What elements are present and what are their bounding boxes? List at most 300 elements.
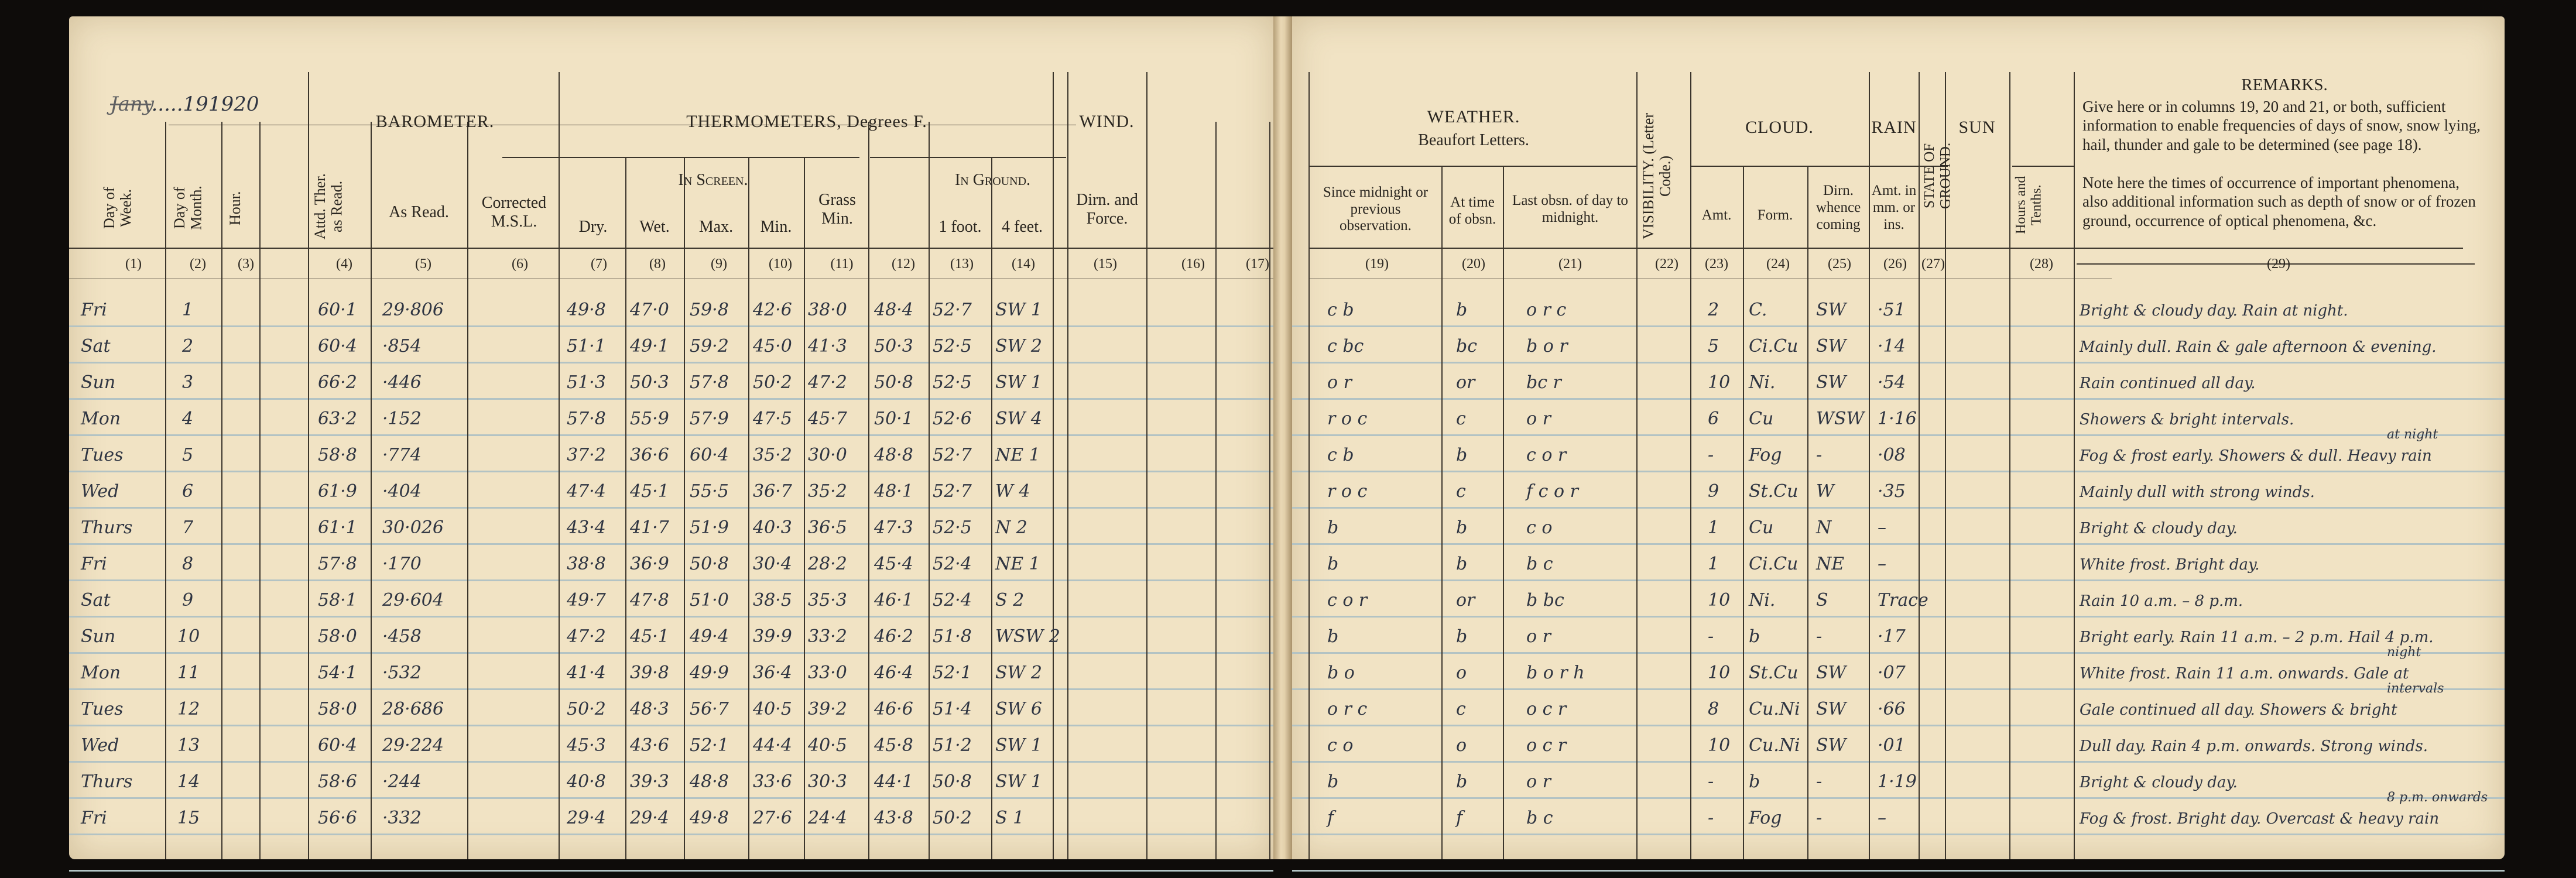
- cloud-heading: CLOUD.: [1745, 117, 1814, 137]
- min-temp: 36·7: [753, 481, 792, 502]
- rain-heading: RAIN: [1871, 117, 1917, 137]
- wind: SW 2: [995, 336, 1043, 356]
- column-number: (1): [125, 256, 142, 272]
- min-temp: 42·6: [753, 300, 792, 320]
- weather-at-time: b: [1456, 445, 1468, 465]
- cloud-form: b: [1749, 771, 1760, 792]
- ruled-line: [69, 507, 1273, 509]
- weather-last-obsn: o c r: [1526, 735, 1567, 756]
- header-bottom-rule-right: [1310, 248, 2463, 249]
- weather-at-time: or: [1456, 372, 1475, 393]
- min-temp: 47·5: [753, 409, 792, 429]
- column-number: (3): [238, 256, 254, 272]
- weather-last-obsn: b o r h: [1526, 663, 1585, 683]
- thermometer-subheader-rule: [502, 157, 859, 158]
- weather-since-midnight: c bc: [1327, 336, 1364, 356]
- remark-annotation: night: [2387, 645, 2421, 660]
- wet-temp: 49·1: [630, 336, 669, 356]
- barometer-reading: 30·026: [382, 517, 444, 538]
- wind: SW 2: [995, 663, 1043, 683]
- column-number: (29): [2267, 256, 2290, 272]
- ground-4ft: 50·2: [933, 808, 972, 828]
- weather-at-time: c: [1456, 409, 1466, 429]
- ruled-line: [1292, 507, 2505, 509]
- ruled-line: [69, 398, 1273, 400]
- wet-temp: 47·0: [630, 300, 669, 320]
- wet-temp: 47·8: [630, 590, 669, 611]
- rain-amount: ·14: [1878, 336, 1906, 356]
- grass-min: 35·2: [808, 481, 847, 502]
- max-temp: 49·9: [690, 663, 729, 683]
- remark-text: White frost. Rain 11 a.m. onwards. Gale at: [2080, 665, 2409, 682]
- grass-min: 33·0: [808, 663, 847, 683]
- grass-min: 28·2: [808, 554, 847, 574]
- dry-temp: 29·4: [567, 808, 606, 828]
- ground-1ft: 45·8: [874, 735, 913, 756]
- column-number: (7): [591, 256, 607, 272]
- in-ground-heading: In Ground.: [954, 170, 1031, 189]
- ground-1ft: 50·8: [874, 372, 913, 393]
- cloud-direction: WSW: [1816, 409, 1865, 429]
- header-bottom-rule: [69, 248, 1273, 249]
- dry-temp: 47·4: [567, 481, 606, 502]
- col-cloud-form: Form.: [1757, 207, 1793, 223]
- wind: SW 6: [995, 699, 1043, 719]
- min-temp: 36·4: [753, 663, 792, 683]
- remarks-instruction-2: Note here the times of occurrence of important phenomena, also additional information such as depth of snow or of frozen ground, occurrence of optical phenomena, &c.: [2082, 174, 2476, 229]
- wet-temp: 29·4: [630, 808, 669, 828]
- cloud-form: St.Cu: [1749, 663, 1799, 683]
- weather-last-obsn: bc r: [1526, 372, 1561, 393]
- day-of-week: Tues: [81, 445, 124, 465]
- right-page: [1292, 16, 2505, 859]
- rain-amount: ·08: [1878, 445, 1906, 465]
- dry-temp: 37·2: [567, 445, 606, 465]
- col-corrected-msl: Corrected M.S.L.: [481, 193, 547, 231]
- column-number: (20): [1462, 256, 1485, 272]
- barometer-reading: 29·224: [382, 735, 444, 756]
- book-spine: [1273, 16, 1292, 859]
- attd-ther: 58·0: [318, 626, 357, 647]
- column-number: (6): [512, 256, 528, 272]
- dry-temp: 51·1: [567, 336, 606, 356]
- barometer-heading: BAROMETER.: [375, 111, 495, 131]
- rain-amount: ·07: [1878, 663, 1906, 683]
- weather-last-obsn: b o r: [1526, 336, 1568, 356]
- rain-amount: Trace: [1878, 590, 1928, 611]
- ground-4ft: 52·5: [933, 517, 972, 538]
- wind: SW 1: [995, 735, 1043, 756]
- min-temp: 30·4: [753, 554, 792, 574]
- wet-temp: 36·6: [630, 445, 669, 465]
- column-number: (15): [1094, 256, 1117, 272]
- column-number: (13): [950, 256, 974, 272]
- weather-at-time: b: [1456, 554, 1468, 574]
- cloud-form: Cu: [1749, 409, 1774, 429]
- cloud-amount: 1: [1708, 554, 1719, 574]
- min-temp: 27·6: [753, 808, 792, 828]
- day-of-week: Wed: [81, 735, 119, 756]
- min-temp: 45·0: [753, 336, 792, 356]
- barometer-reading: 29·604: [382, 590, 444, 611]
- weather-since-midnight: c o: [1327, 735, 1354, 756]
- wind-heading: WIND.: [1079, 111, 1135, 131]
- weather-at-time: or: [1456, 590, 1475, 611]
- weather-at-time: b: [1456, 300, 1468, 320]
- barometer-reading: 28·686: [382, 699, 444, 719]
- weather-last-obsn: b bc: [1526, 590, 1564, 611]
- dry-temp: 49·8: [567, 300, 606, 320]
- barometer-reading: ·446: [382, 372, 422, 393]
- remark-text: Bright & cloudy day.: [2080, 774, 2238, 791]
- weather-since-midnight: b: [1327, 554, 1339, 574]
- weather-at-time: c: [1456, 699, 1466, 719]
- ruled-line: [69, 761, 1273, 763]
- day-of-week: Sun: [81, 626, 116, 647]
- wind: S 1: [995, 808, 1025, 828]
- rain-amount: ·17: [1878, 626, 1906, 647]
- attd-ther: 60·4: [318, 336, 357, 356]
- wind: WSW 2: [995, 626, 1060, 647]
- barometer-reading: ·332: [382, 808, 422, 828]
- wet-temp: 39·8: [630, 663, 669, 683]
- grass-min: 30·3: [808, 771, 847, 792]
- cloud-form: Fog: [1749, 445, 1782, 465]
- weather-since-midnight: c o r: [1327, 590, 1368, 611]
- attd-ther: 63·2: [318, 409, 357, 429]
- col-visibility: VISIBILITY. (Letter Code.): [1640, 112, 1674, 239]
- day-of-month: 2: [182, 336, 194, 356]
- grass-min: 35·3: [808, 590, 847, 611]
- ground-4ft: 51·8: [933, 626, 972, 647]
- weather-since-midnight: b: [1327, 626, 1339, 647]
- remark-text: Bright & cloudy day.: [2080, 520, 2238, 537]
- day-of-week: Fri: [81, 554, 107, 574]
- cloud-amount: -: [1708, 808, 1714, 828]
- remark-text: Rain 10 a.m. – 8 p.m.: [2080, 592, 2243, 610]
- sun-subheader-rule: [2012, 166, 2074, 167]
- barometer-reading: ·170: [382, 554, 422, 574]
- day-of-month: 12: [177, 699, 200, 719]
- weather-last-obsn: c o: [1526, 517, 1553, 538]
- ground-1ft: 48·8: [874, 445, 913, 465]
- ground-1ft: 48·1: [874, 481, 913, 502]
- weather-since-midnight: b: [1327, 517, 1339, 538]
- day-of-week: Sat: [81, 336, 111, 356]
- max-temp: 56·7: [690, 699, 729, 719]
- day-of-week: Fri: [81, 300, 107, 320]
- day-of-month: 6: [182, 481, 194, 502]
- col-day-of-month: Day of Month.: [171, 186, 205, 231]
- col-day-of-week: Day of Week.: [101, 187, 135, 229]
- ruled-line: [69, 870, 1273, 872]
- ruled-line: [1292, 434, 2505, 436]
- year-label: 1920: [208, 92, 259, 116]
- column-number: (2): [190, 256, 206, 272]
- ruled-line: [69, 652, 1273, 654]
- ruled-line: [69, 543, 1273, 545]
- column-number: (28): [2030, 256, 2053, 272]
- rain-amount: 1·16: [1878, 409, 1917, 429]
- ground-1ft: 46·1: [874, 590, 913, 611]
- ruled-line: [69, 725, 1273, 726]
- min-temp: 44·4: [753, 735, 792, 756]
- ruled-line: [69, 688, 1273, 690]
- remark-text: Mainly dull with strong winds.: [2080, 483, 2315, 501]
- attd-ther: 57·8: [318, 554, 357, 574]
- cloud-form: Cu: [1749, 517, 1774, 538]
- barometer-reading: ·774: [382, 445, 422, 465]
- attd-ther: 61·9: [318, 481, 357, 502]
- grass-min: 30·0: [808, 445, 847, 465]
- min-temp: 40·3: [753, 517, 792, 538]
- weather-at-time: o: [1456, 735, 1467, 756]
- ruled-line: [1292, 398, 2505, 400]
- ground-4ft: 50·8: [933, 771, 972, 792]
- weather-last-obsn: f c o r: [1526, 481, 1578, 502]
- grass-min: 40·5: [808, 735, 847, 756]
- cloud-amount: -: [1708, 771, 1714, 792]
- cloud-amount: -: [1708, 626, 1714, 647]
- max-temp: 49·4: [690, 626, 729, 647]
- cloud-form: Cu.Ni: [1749, 699, 1800, 719]
- col-as-read: As Read.: [389, 203, 449, 221]
- ruled-line: [69, 471, 1273, 472]
- day-of-month: 10: [177, 626, 200, 647]
- cloud-direction: SW: [1816, 699, 1847, 719]
- wind: S 2: [995, 590, 1025, 611]
- ground-1ft: 46·2: [874, 626, 913, 647]
- column-number: (14): [1012, 256, 1035, 272]
- col-wet: Wet.: [639, 217, 670, 236]
- rain-amount: ·35: [1878, 481, 1906, 502]
- ground-subheader-rule: [870, 157, 1066, 158]
- col-dry: Dry.: [578, 217, 608, 236]
- wet-temp: 39·3: [630, 771, 669, 792]
- cloud-amount: 1: [1708, 517, 1719, 538]
- min-temp: 39·9: [753, 626, 792, 647]
- day-of-month: 8: [182, 554, 194, 574]
- ruled-line: [1292, 797, 2505, 799]
- min-temp: 50·2: [753, 372, 792, 393]
- cloud-direction: N: [1816, 517, 1832, 538]
- column-number: (17): [1246, 256, 1269, 272]
- cloud-direction: NE: [1816, 554, 1845, 574]
- barometer-reading: ·404: [382, 481, 422, 502]
- remark-text: Bright & cloudy day. Rain at night.: [2080, 302, 2348, 320]
- attd-ther: 60·1: [318, 300, 357, 320]
- weather-since-midnight: r o c: [1327, 481, 1368, 502]
- dry-temp: 38·8: [567, 554, 606, 574]
- column-number: (4): [336, 256, 352, 272]
- day-of-month: 7: [182, 517, 194, 538]
- ground-4ft: 52·4: [933, 554, 972, 574]
- max-temp: 50·8: [690, 554, 729, 574]
- day-of-month: 3: [182, 372, 194, 393]
- ground-1ft: 45·4: [874, 554, 913, 574]
- cloud-amount: 2: [1708, 300, 1719, 320]
- ruled-line: [69, 325, 1273, 327]
- cloud-form: b: [1749, 626, 1760, 647]
- grass-min: 41·3: [808, 336, 847, 356]
- weather-last-obsn: b c: [1526, 554, 1553, 574]
- ground-4ft: 52·7: [933, 445, 972, 465]
- cloud-direction: -: [1816, 626, 1823, 647]
- col-state-of-ground: STATE OF GROUND.: [1921, 142, 1954, 210]
- cloud-form: St.Cu: [1749, 481, 1799, 502]
- remark-text: Bright early. Rain 11 a.m. – 2 p.m. Hail 4 p.m.: [2080, 629, 2434, 646]
- weather-last-obsn: c o r: [1526, 445, 1567, 465]
- weather-subheader-rule: [1310, 166, 1638, 167]
- cloud-amount: -: [1708, 445, 1714, 465]
- cloud-amount: 10: [1708, 590, 1731, 611]
- column-number: (24): [1766, 256, 1790, 272]
- col-at-time: At time of obsn.: [1448, 194, 1496, 227]
- day-of-month: 4: [182, 409, 194, 429]
- remarks-heading: REMARKS.: [2241, 76, 2328, 94]
- dry-temp: 41·4: [567, 663, 606, 683]
- attd-ther: 61·1: [318, 517, 357, 538]
- column-number: (25): [1828, 256, 1851, 272]
- ruled-line: [1292, 579, 2505, 581]
- ground-1ft: 43·8: [874, 808, 913, 828]
- cloud-amount: 6: [1708, 409, 1719, 429]
- weather-at-time: b: [1456, 517, 1468, 538]
- weather-since-midnight: o r: [1327, 372, 1352, 393]
- cloud-amount: 5: [1708, 336, 1719, 356]
- weather-last-obsn: o r: [1526, 409, 1551, 429]
- day-of-month: 14: [177, 771, 200, 792]
- grass-min: 47·2: [808, 372, 847, 393]
- attd-ther: 66·2: [318, 372, 357, 393]
- day-of-week: Tues: [81, 699, 124, 719]
- cloud-direction: -: [1816, 445, 1823, 465]
- cloud-direction: S: [1816, 590, 1828, 611]
- day-of-week: Thurs: [81, 517, 133, 538]
- ruled-line: [1292, 725, 2505, 726]
- cloud-form: Ci.Cu: [1749, 336, 1799, 356]
- ground-4ft: 52·5: [933, 372, 972, 393]
- ground-4ft: 52·7: [933, 300, 972, 320]
- cloud-amount: 8: [1708, 699, 1719, 719]
- column-number: (16): [1181, 256, 1205, 272]
- day-of-month: 5: [182, 445, 194, 465]
- remark-text: Showers & bright intervals.: [2080, 411, 2294, 428]
- remark-text: Fog & frost. Bright day. Overcast & heavy rain: [2080, 810, 2440, 828]
- wet-temp: 43·6: [630, 735, 669, 756]
- col-cloud-dirn: Dirn. whence coming: [1815, 183, 1861, 232]
- weather-last-obsn: o c r: [1526, 699, 1567, 719]
- remark-text: White frost. Bright day.: [2080, 556, 2260, 574]
- min-temp: 38·5: [753, 590, 792, 611]
- cloud-amount: 10: [1708, 735, 1731, 756]
- ruled-line: [1292, 761, 2505, 763]
- wet-temp: 45·1: [630, 481, 669, 502]
- ruled-line: [1292, 870, 2505, 872]
- ruled-line: [1292, 688, 2505, 690]
- column-number: (19): [1365, 256, 1389, 272]
- rain-amount: –: [1878, 517, 1886, 538]
- in-screen-heading: In Screen.: [678, 170, 748, 189]
- col-cloud-amt: Amt.: [1701, 207, 1732, 223]
- ground-1ft: 50·3: [874, 336, 913, 356]
- rain-amount: –: [1878, 554, 1886, 574]
- col-1-foot: 1 foot.: [938, 217, 982, 236]
- cloud-direction: SW: [1816, 372, 1847, 393]
- dry-temp: 57·8: [567, 409, 606, 429]
- cloud-direction: SW: [1816, 336, 1847, 356]
- weather-at-time: b: [1456, 626, 1468, 647]
- wind: SW 1: [995, 300, 1043, 320]
- ruled-line: [1292, 652, 2505, 654]
- day-of-week: Sun: [81, 372, 116, 393]
- weather-last-obsn: o r c: [1526, 300, 1567, 320]
- weather-at-time: bc: [1456, 336, 1478, 356]
- ground-4ft: 52·1: [933, 663, 972, 683]
- attd-ther: 58·1: [318, 590, 357, 611]
- column-number: (27): [1921, 256, 1945, 272]
- grass-min: 45·7: [808, 409, 847, 429]
- dry-temp: 43·4: [567, 517, 606, 538]
- attd-ther: 58·6: [318, 771, 357, 792]
- max-temp: 60·4: [690, 445, 729, 465]
- ruled-line: [1292, 362, 2505, 363]
- weather-since-midnight: b: [1327, 771, 1339, 792]
- sun-heading: SUN: [1958, 117, 1996, 137]
- max-temp: 55·5: [690, 481, 729, 502]
- wind: W 4: [995, 481, 1030, 502]
- day-of-week: Sat: [81, 590, 111, 611]
- cloud-form: Cu.Ni: [1749, 735, 1800, 756]
- cloud-amount: 9: [1708, 481, 1719, 502]
- weather-last-obsn: o r: [1526, 771, 1551, 792]
- ground-1ft: 50·1: [874, 409, 913, 429]
- cloud-amount: 10: [1708, 663, 1731, 683]
- cloud-direction: -: [1816, 771, 1823, 792]
- weather-at-time: f: [1456, 808, 1463, 828]
- min-temp: 35·2: [753, 445, 792, 465]
- remarks-instruction-1: Give here or in columns 19, 20 and 21, or both, sufficient information to enable frequencies of days of snow, snow lying, hail, thunder and gale to be determined (see page 18).: [2082, 98, 2481, 153]
- left-page: [69, 16, 1273, 859]
- wet-temp: 45·1: [630, 626, 669, 647]
- ruled-line: [69, 579, 1273, 581]
- ground-4ft: 52·7: [933, 481, 972, 502]
- day-of-month: 11: [177, 663, 200, 683]
- rain-amount: ·54: [1878, 372, 1906, 393]
- weather-heading: WEATHER.: [1427, 107, 1520, 127]
- column-number: (10): [769, 256, 792, 272]
- remark-text: Mainly dull. Rain & gale afternoon & evening.: [2080, 338, 2437, 356]
- weather-at-time: o: [1456, 663, 1467, 683]
- attd-ther: 60·4: [318, 735, 357, 756]
- wind: SW 4: [995, 409, 1043, 429]
- grass-min: 38·0: [808, 300, 847, 320]
- rain-amount: ·66: [1878, 699, 1906, 719]
- barometer-reading: ·532: [382, 663, 422, 683]
- grass-min: 39·2: [808, 699, 847, 719]
- wet-temp: 36·9: [630, 554, 669, 574]
- dry-temp: 50·2: [567, 699, 606, 719]
- dry-temp: 45·3: [567, 735, 606, 756]
- ground-4ft: 51·2: [933, 735, 972, 756]
- remark-text: Gale continued all day. Showers & bright: [2080, 701, 2397, 719]
- ruled-line: [69, 797, 1273, 799]
- grass-min: 36·5: [808, 517, 847, 538]
- column-number: (22): [1655, 256, 1678, 272]
- ground-4ft: 52·5: [933, 336, 972, 356]
- weather-since-midnight: r o c: [1327, 409, 1368, 429]
- ruled-line: [1292, 471, 2505, 472]
